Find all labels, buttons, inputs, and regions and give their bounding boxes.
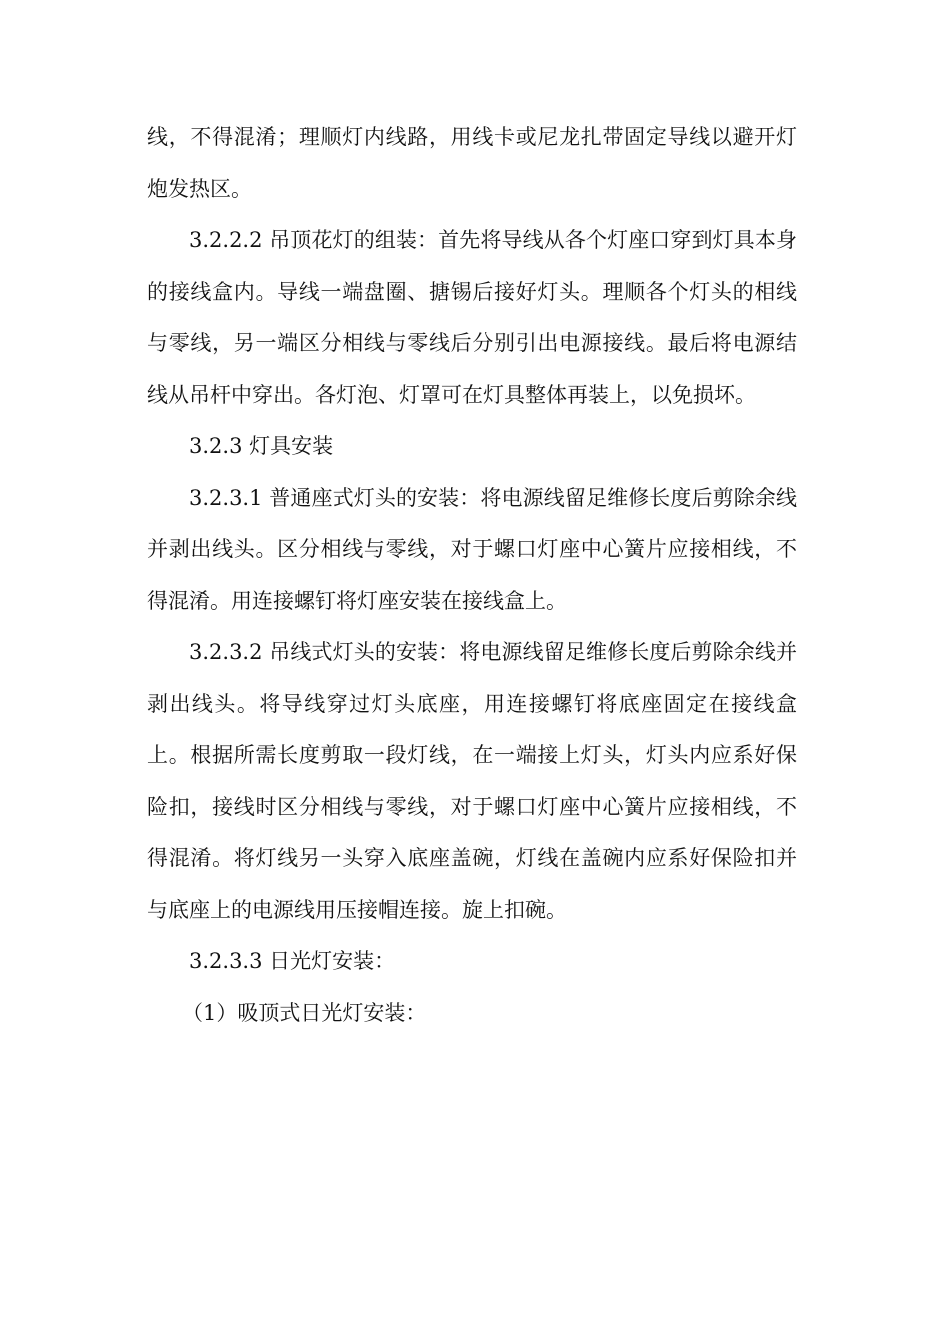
list-item-1: （1）吸顶式日光灯安装：: [182, 1000, 427, 1025]
document-body: [147, 112, 797, 1039]
section-heading-3-2-3: 3.2.3 灯具安装: [189, 434, 334, 458]
paragraph-3-2-3-1: 3.2.3.1 普通座式灯头的安装：将电源线留足维修长度后剪除余线并剥出线头。区分相线与零线，对于螺口灯座中心簧片应接相线，不得混淆。用连接螺钉将灯座安装在接线盒上。: [147, 485, 797, 613]
paragraph-3-2-2-2: 3.2.2.2 吊顶花灯的组装：首先将导线从各个灯座口穿到灯具本身的接线盒内。导线一端盘圈、搪锡后接好灯头。理顺各个灯头的相线与零线，另一端区分相线与零线后分别引出电源接线。最后将电源结线从吊杆中穿出。各灯泡、灯罩可在灯具整体再装上，以免损坏。: [147, 228, 797, 407]
paragraph-3-2-3-2: 3.2.3.2 吊线式灯头的安装：将电源线留足维修长度后剪除余线并剥出线头。将导线穿过灯头底座，用连接螺钉将底座固定在接线盒上。根据所需长度剪取一段灯线，在一端接上灯头，灯头内应系好保险扣，接线时区分相线与零线，对于螺口灯座中心簧片应接相线，不得混淆。将灯线另一头穿入底座盖碗，灯线在盖碗内应系好保险扣并与底座上的电源线用压接帽连接。旋上扣碗。: [147, 640, 797, 922]
paragraph-3-2-3-3: 3.2.3.3 日光灯安装：: [189, 949, 396, 973]
paragraph-continuation: 线，不得混淆；理顺灯内线路，用线卡或尼龙扎带固定导线以避开灯炮发热区。: [147, 125, 797, 201]
